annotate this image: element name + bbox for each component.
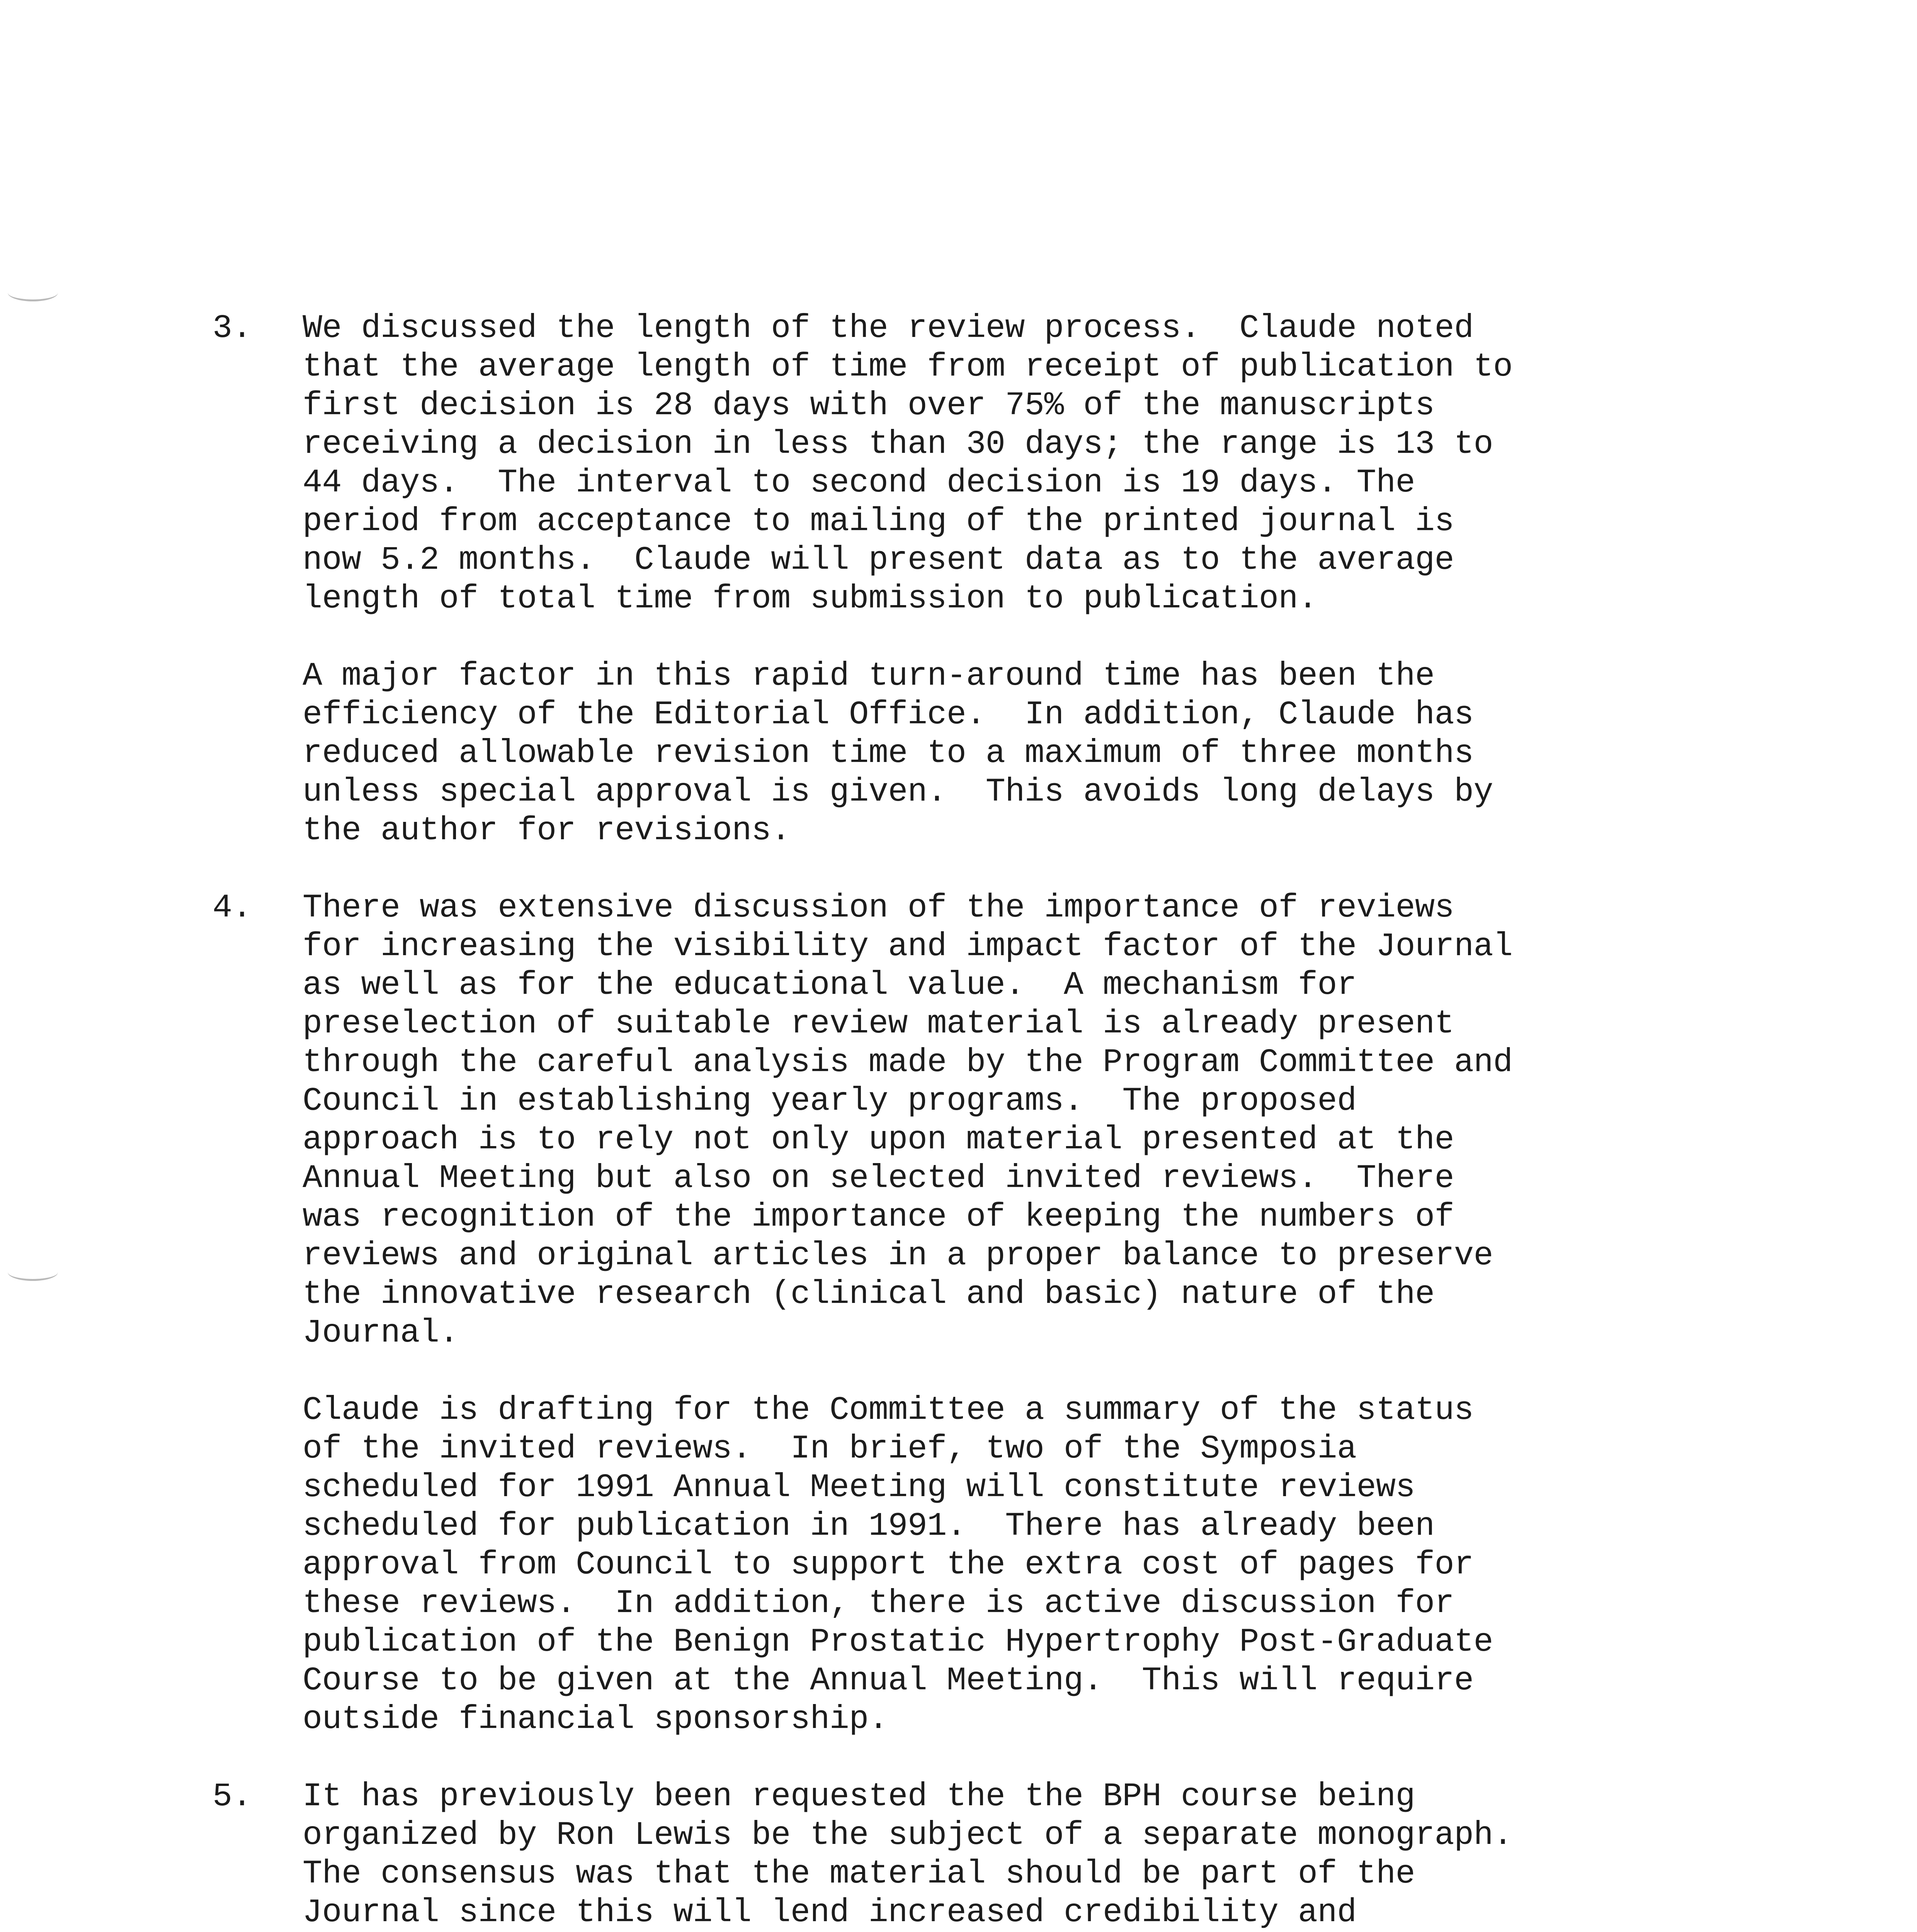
- text-line: receiving a decision in less than 30 days; the range is 13 to: [303, 425, 1493, 463]
- item-number: 3.: [213, 310, 252, 347]
- text-line: Claude is drafting for the Committee a summary of the status: [303, 1391, 1474, 1429]
- text-line: period from acceptance to mailing of the printed journal is: [303, 503, 1454, 540]
- text-line: Journal.: [303, 1314, 459, 1352]
- punch-hole-mark: [8, 1264, 58, 1281]
- paragraph: [303, 1777, 1513, 1932]
- text-line: scheduled for publication in 1991. There has already been: [303, 1507, 1435, 1545]
- text-line: the innovative research (clinical and basic) nature of the: [303, 1276, 1435, 1313]
- text-line: We discussed the length of the review process. Claude noted: [303, 310, 1474, 347]
- text-line: publication of the Benign Prostatic Hypertrophy Post-Graduate: [303, 1623, 1493, 1661]
- text-line: The consensus was that the material should be part of the: [303, 1855, 1415, 1893]
- text-line: the author for revisions.: [303, 812, 791, 849]
- text-line: efficiency of the Editorial Office. In addition, Claude has: [303, 696, 1474, 733]
- text-line: now 5.2 months. Claude will present data as to the average: [303, 541, 1454, 579]
- text-line: through the careful analysis made by the Program Committee and: [303, 1044, 1513, 1081]
- paragraph: [303, 309, 1513, 618]
- paragraph: [303, 1391, 1493, 1739]
- text-line: reduced allowable revision time to a maximum of three months: [303, 735, 1474, 772]
- text-line: outside financial sponsorship.: [303, 1701, 888, 1738]
- text-line: was recognition of the importance of keeping the numbers of: [303, 1198, 1454, 1236]
- text-line: these reviews. In addition, there is active discussion for: [303, 1585, 1454, 1622]
- paragraph: [303, 657, 1493, 850]
- text-line: that the average length of time from receipt of publication to: [303, 348, 1513, 386]
- text-line: Journal since this will lend increased credibility and: [303, 1894, 1357, 1931]
- text-line: unless special approval is given. This avoids long delays by: [303, 773, 1493, 811]
- text-line: of the invited reviews. In brief, two of the Symposia: [303, 1430, 1357, 1468]
- text-line: reviews and original articles in a proper balance to preserve: [303, 1237, 1493, 1274]
- text-line: 44 days. The interval to second decision is 19 days. The: [303, 464, 1415, 502]
- text-line: scheduled for 1991 Annual Meeting will constitute reviews: [303, 1469, 1415, 1506]
- text-line: preselection of suitable review material is already present: [303, 1005, 1454, 1043]
- text-line: approach is to rely not only upon material presented at the: [303, 1121, 1454, 1158]
- text-line: Annual Meeting but also on selected invited reviews. There: [303, 1160, 1454, 1197]
- text-line: organized by Ron Lewis be the subject of a separate monograph.: [303, 1816, 1513, 1854]
- punch-hole-mark: [8, 284, 58, 301]
- paragraph: [303, 889, 1513, 1352]
- item-number: 5.: [213, 1778, 252, 1815]
- text-line: length of total time from submission to publication.: [303, 580, 1318, 617]
- text-line: as well as for the educational value. A mechanism for: [303, 966, 1357, 1004]
- text-line: approval from Council to support the extra cost of pages for: [303, 1546, 1474, 1583]
- item-number: 4.: [213, 889, 252, 927]
- text-line: Course to be given at the Annual Meeting. This will require: [303, 1662, 1474, 1699]
- text-line: A major factor in this rapid turn-around time has been the: [303, 657, 1435, 695]
- text-line: first decision is 28 days with over 75% of the manuscripts: [303, 387, 1435, 424]
- text-line: There was extensive discussion of the importance of reviews: [303, 889, 1454, 927]
- text-line: Council in establishing yearly programs. The proposed: [303, 1082, 1357, 1120]
- text-line: It has previously been requested the the BPH course being: [303, 1778, 1415, 1815]
- text-line: for increasing the visibility and impact factor of the Journal: [303, 928, 1513, 965]
